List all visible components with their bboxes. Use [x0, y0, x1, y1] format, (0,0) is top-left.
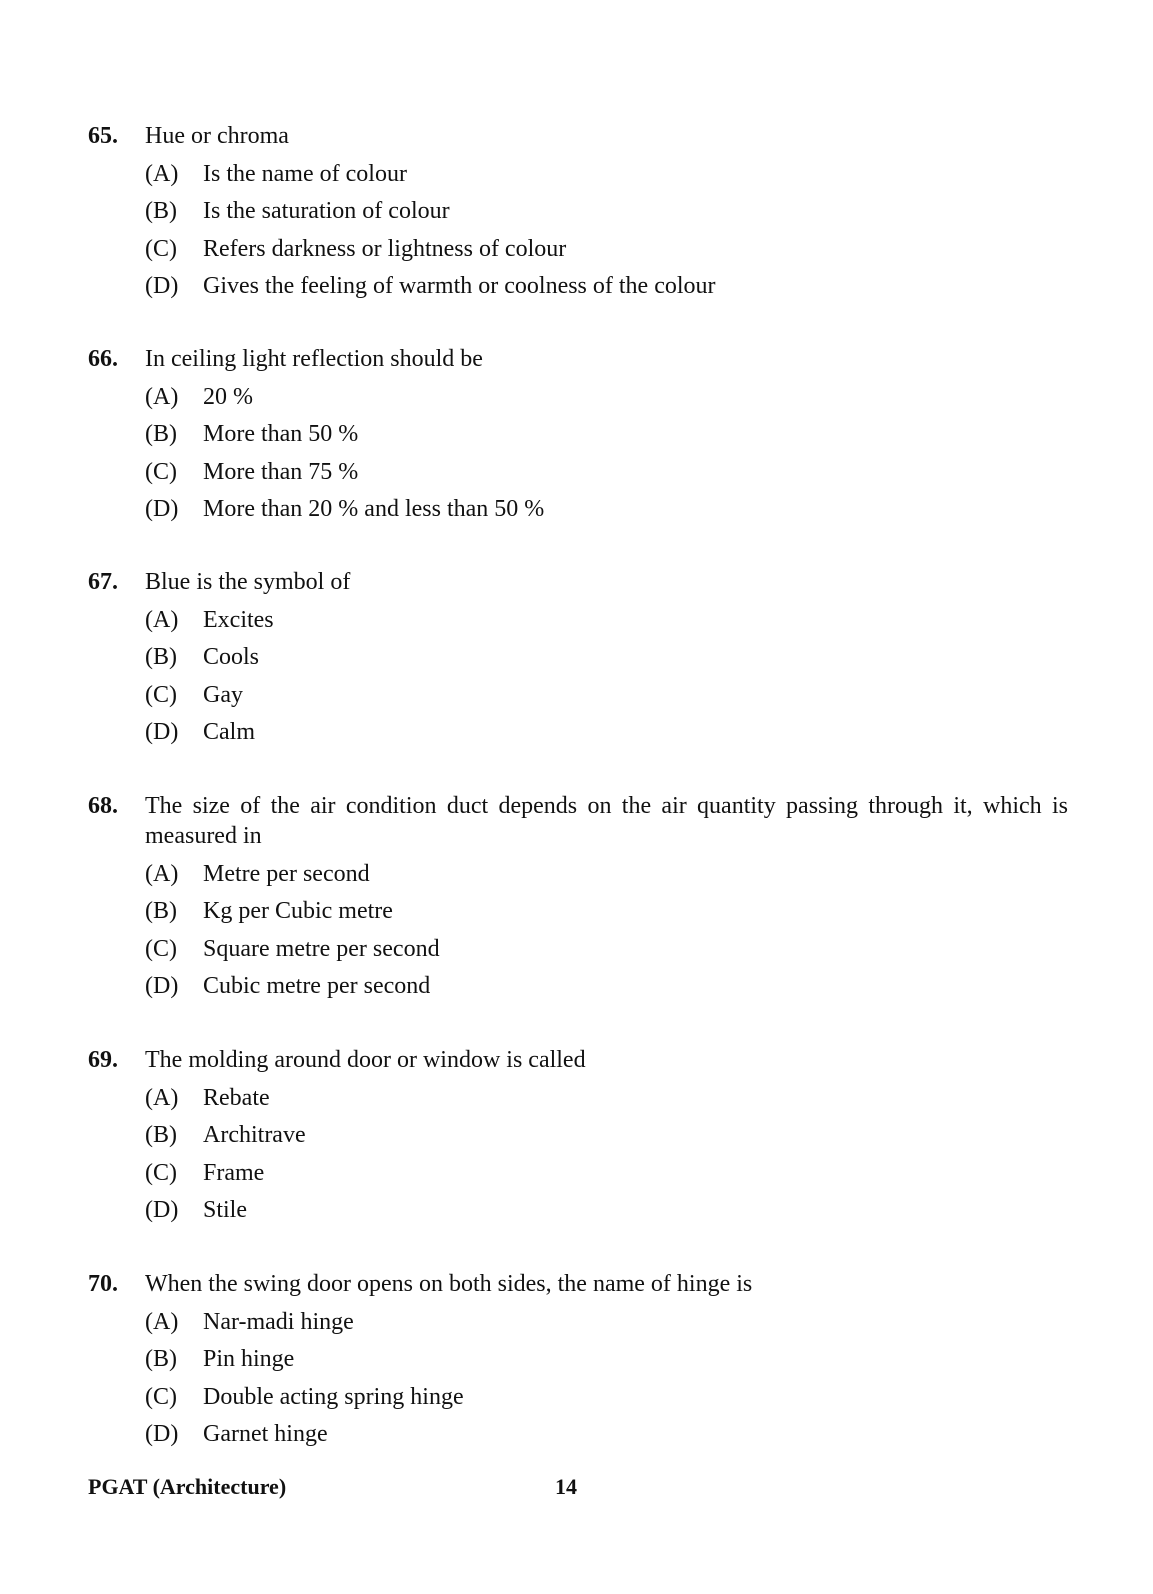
question-number: 66.: [88, 346, 118, 372]
option-text: Square metre per second: [203, 935, 440, 962]
option-c: [145, 1382, 1068, 1412]
option-list: [145, 1307, 1068, 1450]
option-letter: (A): [145, 1308, 179, 1335]
option-text: Double acting spring hinge: [203, 1383, 464, 1410]
question-text: When the swing door opens on both sides, the name of hinge is: [145, 1271, 753, 1297]
question-text: The molding around door or window is called: [145, 1047, 586, 1073]
option-letter: (C): [145, 681, 177, 708]
option-b: [145, 1344, 1068, 1374]
option-text: Nar-madi hinge: [203, 1308, 354, 1335]
option-text: Calm: [203, 719, 255, 745]
option-text: Gay: [203, 681, 243, 708]
option-text: Stile: [203, 1197, 248, 1223]
option-letter: (D): [145, 1421, 179, 1447]
option-text: More than 75 %: [203, 458, 359, 485]
option-letter: (D): [145, 496, 179, 522]
option-letter: (D): [145, 719, 179, 745]
option-list: [145, 1083, 1068, 1226]
option-c: [145, 934, 1068, 964]
option-c: [145, 234, 1068, 264]
question-text: The size of the air condition duct depends on the air quantity passing through it, which is measured in: [145, 793, 1068, 849]
option-text: More than 50 %: [203, 421, 359, 447]
option-text: Kg per Cubic metre: [203, 898, 393, 924]
option-letter: (A): [145, 1084, 179, 1111]
question-text: Hue or chroma: [145, 123, 289, 149]
option-d: [145, 1195, 1068, 1225]
option-letter: (D): [145, 273, 179, 299]
option-c: [145, 680, 1068, 710]
option-letter: (B): [145, 1122, 177, 1148]
option-b: [145, 896, 1068, 926]
option-letter: (D): [145, 1197, 179, 1223]
option-text: Frame: [203, 1159, 265, 1186]
option-letter: (B): [145, 898, 177, 924]
option-b: [145, 1120, 1068, 1150]
option-a: [145, 859, 1068, 889]
option-letter: (A): [145, 606, 179, 633]
option-text: Garnet hinge: [203, 1421, 328, 1447]
option-c: [145, 457, 1068, 487]
option-d: [145, 271, 1068, 301]
option-b: [145, 419, 1068, 449]
option-d: [145, 717, 1068, 747]
question-text: In ceiling light reflection should be: [145, 346, 483, 372]
option-text: 20 %: [203, 383, 253, 410]
option-letter: (C): [145, 935, 177, 962]
option-list: [145, 159, 1068, 302]
option-letter: (C): [145, 458, 177, 485]
option-b: [145, 196, 1068, 226]
option-letter: (A): [145, 860, 179, 887]
question-number: 69.: [88, 1047, 118, 1073]
option-text: Architrave: [203, 1122, 306, 1148]
option-text: Rebate: [203, 1084, 270, 1111]
option-list: [145, 859, 1068, 1002]
option-text: Is the name of colour: [203, 160, 407, 187]
question-68: [88, 791, 1068, 1001]
option-a: [145, 1307, 1068, 1337]
option-letter: (B): [145, 198, 177, 224]
option-b: [145, 642, 1068, 672]
option-letter: (D): [145, 973, 179, 999]
option-list: [145, 605, 1068, 748]
question-text: Blue is the symbol of: [145, 569, 351, 595]
question-70: [88, 1269, 1068, 1449]
option-text: Metre per second: [203, 860, 370, 887]
option-text: Cubic metre per second: [203, 973, 431, 999]
option-text: Excites: [203, 606, 274, 633]
question-number: 67.: [88, 569, 118, 595]
option-letter: (C): [145, 1159, 177, 1186]
question-65: [88, 121, 1068, 301]
option-text: Pin hinge: [203, 1346, 295, 1372]
option-text: More than 20 % and less than 50 %: [203, 496, 545, 522]
question-number: 68.: [88, 793, 118, 819]
option-letter: (B): [145, 421, 177, 447]
option-text: Is the saturation of colour: [203, 198, 450, 224]
exam-title: PGAT (Architecture): [88, 1474, 287, 1499]
option-a: [145, 382, 1068, 412]
option-letter: (A): [145, 160, 179, 187]
option-d: [145, 1419, 1068, 1449]
option-letter: (A): [145, 383, 179, 410]
page-number: 14: [555, 1474, 577, 1499]
option-d: [145, 494, 1068, 524]
question-number: 65.: [88, 123, 118, 149]
option-d: [145, 971, 1068, 1001]
question-69: [88, 1045, 1068, 1225]
option-letter: (B): [145, 1346, 177, 1372]
option-letter: (C): [145, 1383, 177, 1410]
option-text: Refers darkness or lightness of colour: [203, 235, 567, 262]
option-text: Gives the feeling of warmth or coolness of the colour: [203, 273, 716, 299]
option-c: [145, 1158, 1068, 1188]
option-a: [145, 159, 1068, 189]
question-66: [88, 344, 1068, 524]
option-text: Cools: [203, 644, 260, 670]
option-list: [145, 382, 1068, 525]
question-67: [88, 567, 1068, 747]
option-a: [145, 1083, 1068, 1113]
question-number: 70.: [88, 1271, 118, 1297]
option-a: [145, 605, 1068, 635]
option-letter: (C): [145, 235, 177, 262]
option-letter: (B): [145, 644, 177, 670]
